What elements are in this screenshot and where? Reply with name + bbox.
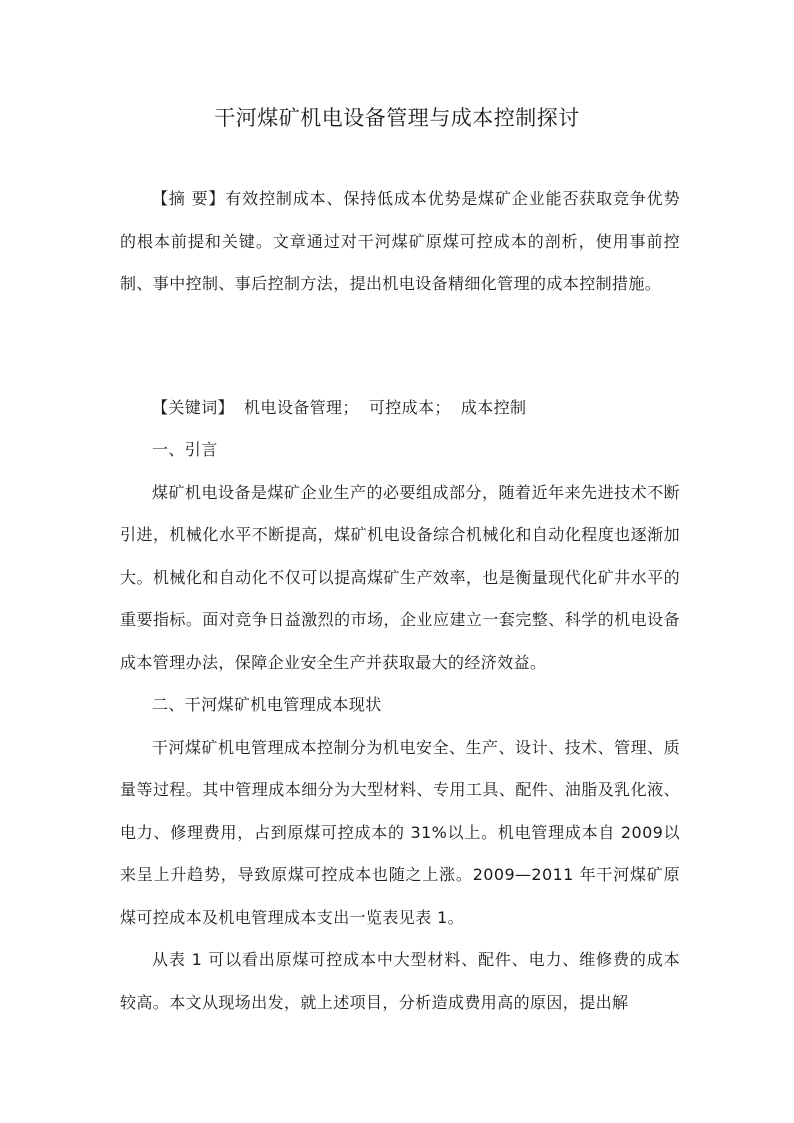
body-paragraph: 煤矿机电设备是煤矿企业生产的必要组成部分，随着近年来先进技术不断引进，机械化水平不断提高，煤矿机电设备综合机械化和自动化程度也逐渐加大。机械化和自动化不仅可以提高煤矿生产效率，也是衡量现代化矿井水平的重要指标。面对竞争日益激烈的市场，企业应建立一套完整、科学的机电设备成本管理办法，保障企业安全生产并获取最大的经济效益。: [120, 482, 680, 672]
keyword-term: 可控成本；: [368, 398, 451, 417]
body-paragraph: 从表 1 可以看出原煤可控成本中大型材料、配件、电力、维修费的成本较高。本文从现场出发，就上述项目，分析造成费用高的原因，提出解: [120, 950, 680, 1012]
section-heading: 二、干河煤矿机电管理成本现状: [152, 695, 382, 714]
abstract-text: 有效控制成本、保持低成本优势是煤矿企业能否获取竞争优势的根本前提和关键。文章通过对干河煤矿原煤可控成本的剖析，使用事前控制、事中控制、事后控制方法，提出机电设备精细化管理的成本控制措施。: [120, 189, 680, 293]
section-heading: 一、引言: [152, 440, 218, 459]
keyword-term: 机电设备管理；: [244, 398, 359, 417]
abstract-label: 【摘 要】: [152, 189, 226, 208]
document-title: 干河煤矿机电设备管理与成本控制探讨: [214, 106, 580, 130]
keywords-label: 【关键词】: [152, 398, 235, 417]
abstract-paragraph: [120, 178, 680, 306]
main-body: [120, 429, 680, 1024]
keyword-term: 成本控制: [460, 398, 527, 417]
body-paragraph: 干河煤矿机电管理成本控制分为机电安全、生产、设计、技术、管理、质量等过程。其中管理成本细分为大型材料、专用工具、配件、油脂及乳化液、电力、修理费用，占到原煤可控成本的 31%以上。机电管理成本自 2009以来呈上升趋势，导致原煤可控成本也随之上涨。2009—2011 年干河煤矿原煤可控成本及机电管理成本支出一览表见表 1。: [120, 737, 680, 927]
keywords-paragraph: [120, 387, 680, 430]
